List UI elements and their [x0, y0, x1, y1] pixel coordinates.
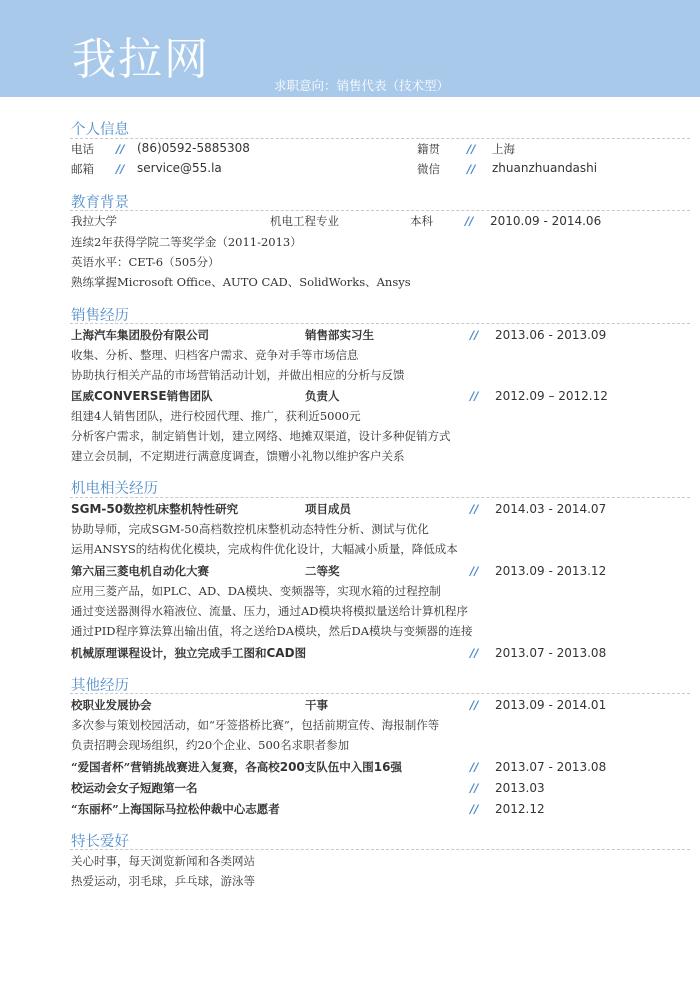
eng-line: 通过变送器测得水箱液位、流量、压力，通过AD模块将模拟量送给计算机程序 [71, 604, 469, 618]
hobby-line: 热爱运动，羽毛球，乒乓球，游泳等 [71, 874, 255, 888]
separator: // [470, 389, 479, 403]
sales-org: 上海汽车集团股份有限公司 [71, 328, 209, 342]
separator: // [470, 781, 479, 795]
edu-school: 我拉大学 [71, 214, 117, 228]
eng-role: 项目成员 [305, 502, 351, 516]
sales-org-suffix: 销售团队 [166, 389, 213, 403]
sales-org-brand: CONVERSE [94, 389, 167, 403]
other-line: 负责招聘会现场组织，约20个企业、500名求职者参加 [71, 738, 350, 752]
email-label: 邮箱 [71, 162, 94, 176]
other-role: 干事 [305, 698, 328, 712]
candidate-name: 我拉网 [72, 34, 210, 85]
separator: // [470, 328, 479, 342]
other-date: 2013.03 [495, 781, 545, 795]
other-org: 校职业发展协会 [71, 698, 152, 712]
edu-degree: 本科 [410, 214, 433, 228]
eng-text-suffix: 图 [294, 646, 307, 660]
section-divider [70, 323, 690, 324]
hobby-line: 关心时事，每天浏览新闻和各类网站 [71, 854, 255, 868]
section-title-other: 其他经历 [71, 678, 129, 694]
separator: // [467, 162, 476, 176]
phone-label: 电话 [71, 142, 94, 156]
sales-role: 负责人 [305, 389, 340, 403]
wechat-label: 微信 [417, 162, 440, 176]
separator: // [467, 142, 476, 156]
hometown-value: 上海 [492, 142, 515, 156]
separator: // [470, 760, 479, 774]
other-item: 校运动会女子短跑第一名 [71, 781, 198, 795]
eng-date: 2013.09 - 2013.12 [495, 564, 607, 578]
eng-line: 协助导师，完成SGM-50高档数控机床整机动态特性分析、测试与优化 [71, 522, 429, 536]
eng-org [71, 645, 306, 661]
edu-line: 熟练掌握Microsoft Office、AUTO CAD、SolidWorks、Ansys [71, 275, 411, 289]
section-divider [70, 210, 690, 211]
other-item-number: 200 [279, 760, 305, 774]
separator: // [116, 162, 125, 176]
separator: // [470, 502, 479, 516]
other-item-text: 支队伍中入围 [304, 760, 374, 774]
section-divider [70, 138, 690, 139]
sales-line: 分析客户需求，制定销售计划，建立网络、地摊双渠道，设计多种促销方式 [71, 429, 451, 443]
other-date: 2012.12 [495, 802, 545, 816]
sales-line: 建立会员制，不定期进行满意度调查，馈赠小礼物以维护客户关系 [71, 449, 405, 463]
hometown-label: 籍贯 [417, 142, 440, 156]
separator: // [470, 646, 479, 660]
sales-role: 销售部实习生 [305, 328, 374, 342]
wechat-value: zhuanzhuandashi [492, 161, 598, 175]
section-title-sales: 销售经历 [71, 308, 129, 324]
other-date: 2013.09 - 2014.01 [495, 698, 607, 712]
other-item [71, 759, 402, 775]
other-item-text: “爱国者杯”营销挑战赛进入复赛，各高校 [71, 760, 280, 774]
section-divider [70, 497, 690, 498]
sales-line: 收集、分析、整理、归档客户需求、竞争对手等市场信息 [71, 348, 359, 362]
other-item-number: 16 [373, 760, 391, 774]
eng-date: 2014.03 - 2014.07 [495, 502, 607, 516]
eng-line: 应用三菱产品，如PLC、AD、DA模块、变频器等，实现水箱的过程控制 [71, 584, 441, 598]
section-title-hobbies: 特长爱好 [71, 834, 129, 850]
eng-line: 运用ANSYS的结构优化模块，完成构件优化设计，大幅减小质量，降低成本 [71, 542, 458, 556]
section-divider [70, 693, 690, 694]
eng-role: 二等奖 [305, 564, 340, 578]
eng-date: 2013.07 - 2013.08 [495, 646, 607, 660]
edu-line: 英语水平：CET-6（505分） [71, 255, 220, 269]
section-divider [70, 849, 690, 850]
separator: // [470, 564, 479, 578]
sales-line: 协助执行相关产品的市场营销活动计划，并做出相应的分析与反馈 [71, 368, 405, 382]
other-item: “东丽杯”上海国际马拉松仲裁中心志愿者 [71, 802, 280, 816]
other-line: 多次参与策划校园活动，如“牙签搭桥比赛”，包括前期宣传、海报制作等 [71, 718, 440, 732]
edu-date: 2010.09 - 2014.06 [490, 214, 602, 228]
eng-org-rest: 数控机床整机特性研究 [123, 502, 239, 516]
sales-date: 2013.06 - 2013.09 [495, 328, 607, 342]
edu-line: 连续2年获得学院二等奖学金（2011-2013） [71, 235, 302, 249]
edu-major: 机电工程专业 [270, 214, 339, 228]
sales-org-prefix: 匡威 [71, 389, 94, 403]
sales-date: 2012.09 – 2012.12 [495, 389, 608, 403]
eng-org: 第六届三菱电机自动化大赛 [71, 564, 209, 578]
section-title-education: 教育背景 [71, 195, 129, 211]
separator: // [116, 142, 125, 156]
sales-line: 组建4人销售团队，进行校园代理、推广，获利近5000元 [71, 409, 361, 423]
job-objective: 求职意向：销售代表（技术型） [274, 78, 450, 93]
section-title-engineering: 机电相关经历 [71, 481, 158, 497]
separator: // [465, 214, 474, 228]
separator: // [470, 698, 479, 712]
eng-line: 通过PID程序算法算出输出值，将之送给DA模块，然后DA模块与变频器的连接 [71, 624, 473, 638]
sales-org [71, 388, 213, 404]
phone-value: (86)0592-5885308 [137, 141, 250, 155]
eng-text-bold: CAD [266, 646, 295, 660]
other-date: 2013.07 - 2013.08 [495, 760, 607, 774]
eng-text-prefix: 机械原理课程设计，独立完成手工图和 [71, 646, 267, 660]
eng-org-code: SGM-50 [71, 502, 124, 516]
section-title-personal: 个人信息 [71, 122, 129, 138]
other-item-text: 强 [390, 760, 402, 774]
email-value: service@55.la [137, 161, 222, 175]
eng-org [71, 501, 238, 517]
separator: // [470, 802, 479, 816]
